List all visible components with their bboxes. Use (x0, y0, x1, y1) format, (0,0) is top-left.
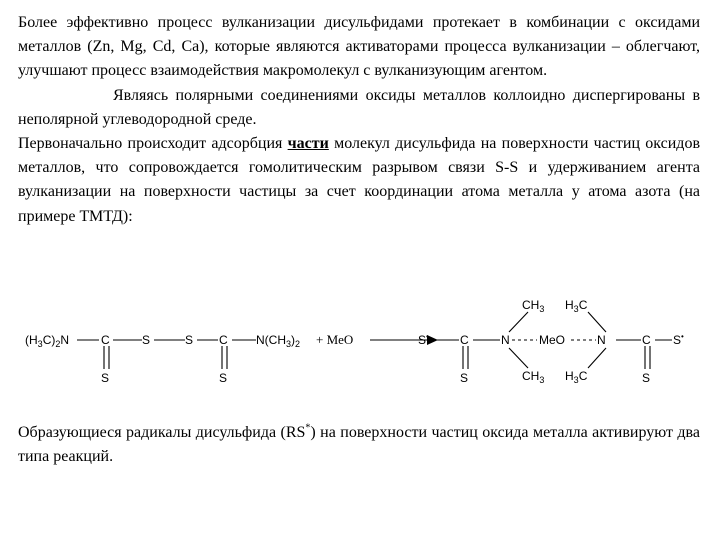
group-dimethylamino-right: $N(CH_3)_2$ (256, 333, 301, 349)
paragraph-4-end: ) на поверхности частиц оксида металла активируют два типа реакций. (18, 424, 700, 466)
atom-c1: C (101, 333, 110, 347)
atom-s-double-2: S (219, 371, 228, 385)
atom-meo: MeO (539, 333, 566, 347)
atom-s1: S (142, 333, 151, 347)
methyl-bottom-right: $H_3C$ (565, 369, 588, 385)
methyl-bottom-left: $CH_3$ (522, 369, 545, 385)
text-body-bottom (18, 421, 700, 469)
atom-s-double-4: S (642, 371, 651, 385)
atom-n1: N (501, 333, 510, 347)
bond-n2-ch3-bottom (588, 348, 606, 368)
text-body-top (18, 11, 700, 229)
bond-n1-ch3-top (509, 312, 528, 332)
atom-c3: C (460, 333, 469, 347)
paragraph-4-start: Образующиеся радикалы дисульфида (RS (18, 424, 306, 441)
atom-c2: C (219, 333, 228, 347)
radical-superscript: * (305, 422, 311, 434)
bond-n2-ch3-top (588, 312, 606, 332)
methyl-top-left: $CH_3$ (522, 298, 545, 314)
paragraph-1: Более эффективно процесс вулканизации дисульфидами протекает в комбинации с оксидами металлов (Zn, Mg, Cd, Ca), которые являются активаторами процесса вулканизации – облегчают, улучшают процесс взаимодействия макромолекул с вулканизующим агентом. (18, 14, 700, 80)
paragraph-3-end: молекул дисульфида на поверхности частиц оксидов металлов, что сопровождается гомолитическим разрывом связи S-S и удерживанием агента вулканизации на поверхности частицы за счет координации атома металла у атома азота (на примере ТМТД): (18, 135, 700, 225)
atom-n2: N (597, 333, 606, 347)
atom-labels (25, 298, 684, 385)
paragraph-4 (18, 421, 700, 469)
group-dimethylamino-left: $(H_3C)_2N$ (25, 333, 70, 349)
sulfur-radical-left: S• (418, 332, 429, 347)
atom-c4: C (642, 333, 651, 347)
highlighted-word: части (287, 135, 329, 153)
reaction-scheme (0, 284, 720, 394)
bond-lines (77, 312, 672, 369)
atom-s2: S (185, 333, 194, 347)
paragraph-3 (18, 132, 700, 229)
atom-s-double-1: S (101, 371, 110, 385)
paragraph-2: Являясь полярными соединениями оксиды металлов коллоидно диспергированы в неполярной углеводородной среде. (18, 86, 700, 128)
sulfur-radical-right: S• (673, 332, 684, 347)
methyl-top-right: $H_3C$ (565, 298, 588, 314)
bond-n1-ch3-bottom (509, 348, 528, 368)
atom-s-double-3: S (460, 371, 469, 385)
paragraph-3-start: Первоначально происходит адсорбция (18, 135, 288, 153)
reagent-plus-meo: + MeO (316, 332, 354, 347)
